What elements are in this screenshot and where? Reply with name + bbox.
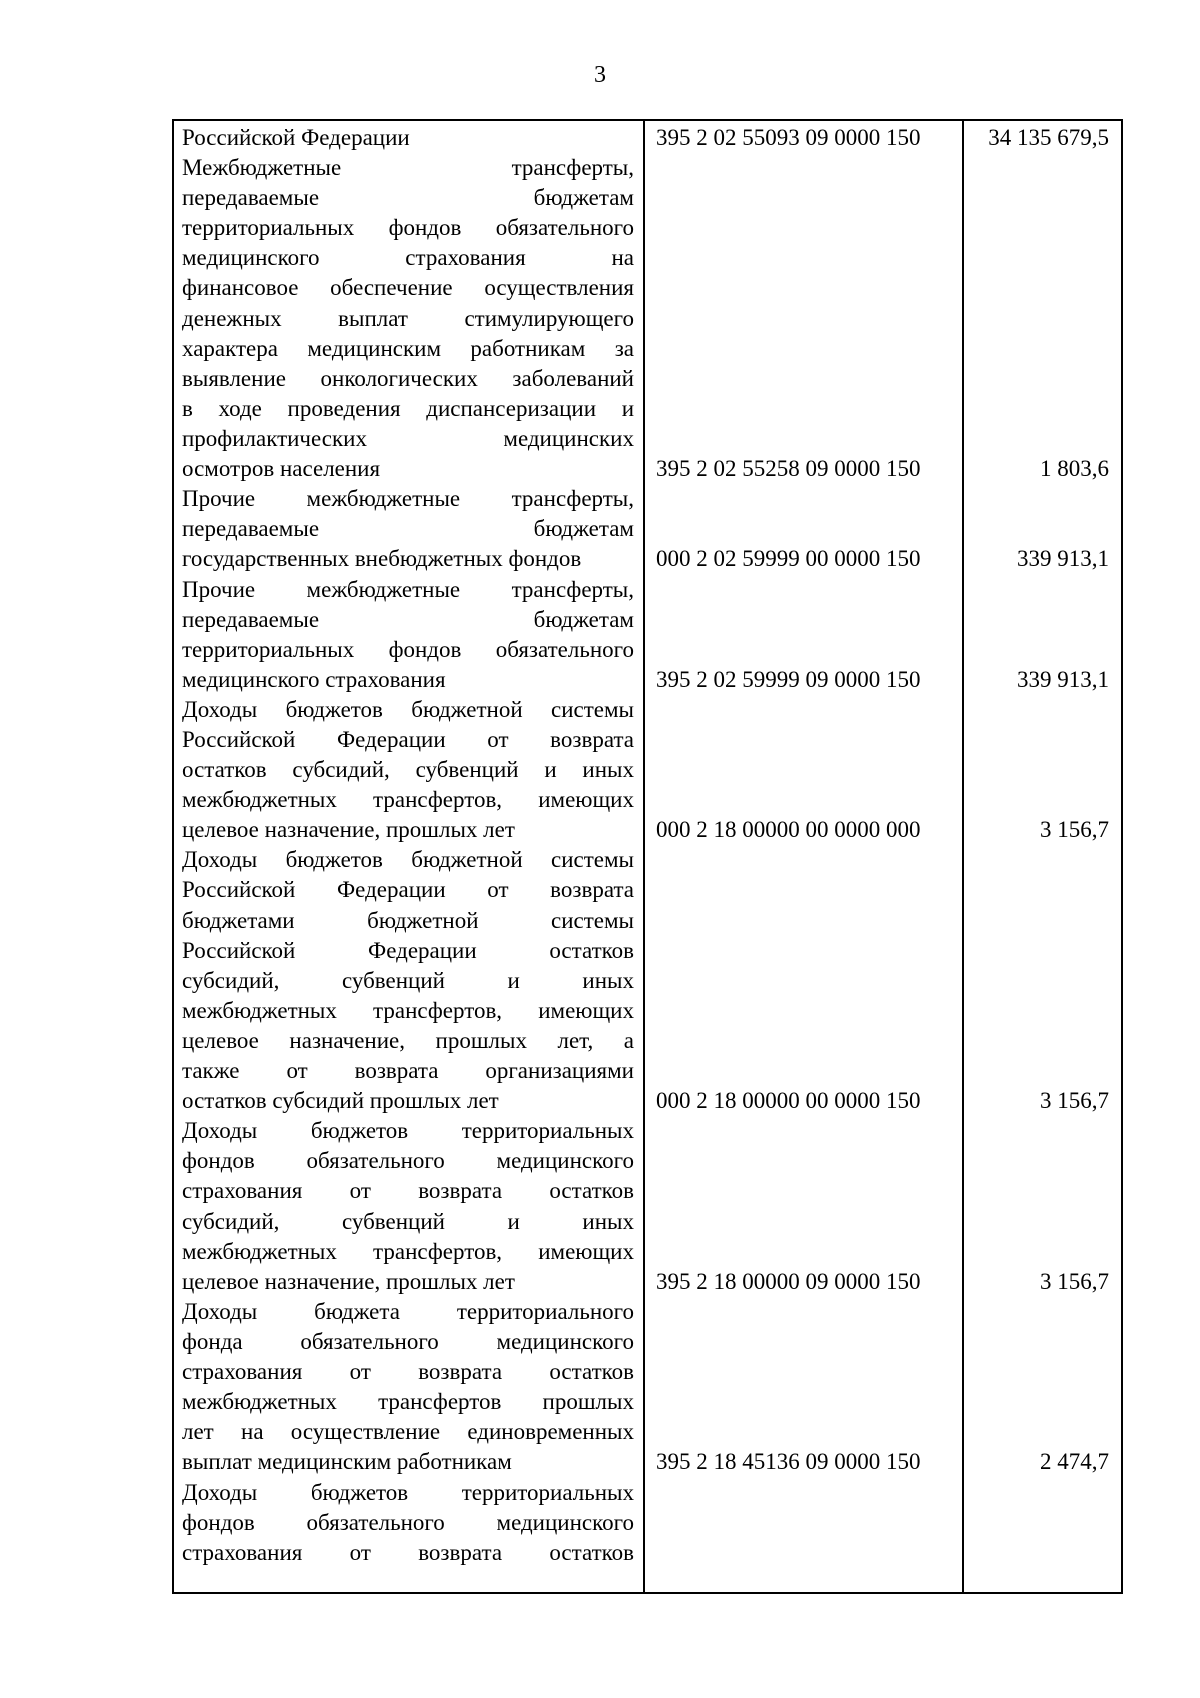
- row-amount: 3 156,7: [1040, 1268, 1109, 1294]
- description-line: межбюджетных трансфертов, имеющих: [182, 1238, 634, 1264]
- row-description: [182, 1297, 634, 1478]
- description-line: страхования от возврата остатков: [182, 1178, 634, 1204]
- description-line: страхования от возврата остатков: [182, 1539, 634, 1565]
- row-code: 395 2 18 00000 09 0000 150: [656, 1268, 921, 1294]
- description-line: выплат медицинским работникам: [182, 1449, 512, 1475]
- description-line: характера медицинским работникам за: [182, 335, 634, 361]
- description-line: передаваемые бюджетам: [182, 185, 634, 211]
- description-line: фондов обязательного медицинского: [182, 1148, 634, 1174]
- row-description: [182, 153, 634, 484]
- description-line: страхования от возврата остатков: [182, 1359, 634, 1385]
- description-line: лет на осуществление единовременных: [182, 1419, 634, 1445]
- table-row: [174, 845, 1121, 1116]
- description-line: Прочие межбюджетные трансферты,: [182, 486, 634, 512]
- row-code: 395 2 02 55093 09 0000 150: [656, 125, 921, 150]
- row-code: 395 2 18 45136 09 0000 150: [656, 1449, 921, 1475]
- row-amount: 339 913,1: [1017, 666, 1109, 692]
- description-line: осмотров населения: [182, 456, 381, 482]
- description-line: передаваемые бюджетам: [182, 516, 634, 542]
- row-amount: 34 135 679,5: [988, 125, 1109, 150]
- description-line: денежных выплат стимулирующего: [182, 305, 634, 331]
- description-line: Российской Федерации от возврата: [182, 877, 634, 903]
- description-line: субсидий, субвенций и иных: [182, 1208, 634, 1234]
- row-description: [182, 1116, 634, 1297]
- description-line: фонда обязательного медицинского: [182, 1328, 634, 1354]
- description-line: медицинского страхования на: [182, 245, 634, 271]
- table-row: [174, 484, 1121, 574]
- description-line: передаваемые бюджетам: [182, 606, 634, 632]
- row-code: 000 2 18 00000 00 0000 150: [656, 1088, 921, 1114]
- description-line: Российской Федерации остатков: [182, 937, 634, 963]
- row-amount: 339 913,1: [1017, 546, 1109, 572]
- description-line: Российской Федерации от возврата: [182, 726, 634, 752]
- table-row: [174, 123, 1121, 153]
- row-description: [182, 484, 634, 574]
- description-line: выявление онкологических заболеваний: [182, 365, 634, 391]
- row-description: [182, 575, 634, 695]
- description-line: целевое назначение, прошлых лет, а: [182, 1027, 634, 1053]
- description-line: межбюджетных трансфертов, имеющих: [182, 997, 634, 1023]
- description-line: территориальных фондов обязательного: [182, 215, 634, 241]
- budget-revenue-table: [172, 119, 1123, 1594]
- row-description: [182, 845, 634, 1116]
- table-row: [174, 575, 1121, 695]
- row-code: 000 2 02 59999 00 0000 150: [656, 546, 921, 572]
- row-code: 395 2 02 59999 09 0000 150: [656, 666, 921, 692]
- description-line: остатков субсидий, субвенций и иных: [182, 757, 634, 783]
- table-row: [174, 153, 1121, 484]
- description-line: медицинского страхования: [182, 666, 446, 692]
- table-row: [174, 695, 1121, 846]
- description-line: целевое назначение, прошлых лет: [182, 817, 515, 843]
- table-row: [174, 1116, 1121, 1297]
- row-code: 395 2 02 55258 09 0000 150: [656, 456, 921, 482]
- description-line: Доходы бюджетов бюджетной системы: [182, 696, 634, 722]
- table-row: [174, 1297, 1121, 1478]
- row-code: 000 2 18 00000 00 0000 000: [656, 817, 921, 843]
- description-line: Межбюджетные трансферты,: [182, 155, 634, 181]
- row-amount: 3 156,7: [1040, 1088, 1109, 1114]
- row-description: [182, 695, 634, 845]
- description-line: Доходы бюджетов территориальных: [182, 1118, 634, 1144]
- description-line: межбюджетных трансфертов прошлых: [182, 1389, 634, 1415]
- row-amount: 3 156,7: [1040, 817, 1109, 843]
- description-line: территориальных фондов обязательного: [182, 636, 634, 662]
- description-line: также от возврата организациями: [182, 1058, 634, 1084]
- description-line: финансовое обеспечение осуществления: [182, 275, 634, 301]
- row-amount: 2 474,7: [1040, 1449, 1109, 1475]
- row-description: [182, 123, 634, 153]
- description-line: Доходы бюджетов бюджетной системы: [182, 847, 634, 873]
- description-line: в ходе проведения диспансеризации и: [182, 395, 634, 421]
- description-line: фондов обязательного медицинского: [182, 1509, 634, 1535]
- description-line: Доходы бюджета территориального: [182, 1298, 634, 1324]
- description-line: субсидий, субвенций и иных: [182, 967, 634, 993]
- description-line: профилактических медицинских: [182, 425, 634, 451]
- row-description: [182, 1478, 634, 1568]
- description-line: Российской Федерации: [182, 125, 410, 150]
- page-number: 3: [594, 62, 606, 88]
- description-line: Прочие межбюджетные трансферты,: [182, 576, 634, 602]
- table-row: [174, 1478, 1121, 1568]
- description-line: Доходы бюджетов территориальных: [182, 1479, 634, 1505]
- description-line: государственных внебюджетных фондов: [182, 546, 582, 572]
- description-line: целевое назначение, прошлых лет: [182, 1268, 515, 1294]
- description-line: остатков субсидий прошлых лет: [182, 1088, 499, 1114]
- description-line: межбюджетных трансфертов, имеющих: [182, 787, 634, 813]
- row-amount: 1 803,6: [1040, 456, 1109, 482]
- description-line: бюджетами бюджетной системы: [182, 907, 634, 933]
